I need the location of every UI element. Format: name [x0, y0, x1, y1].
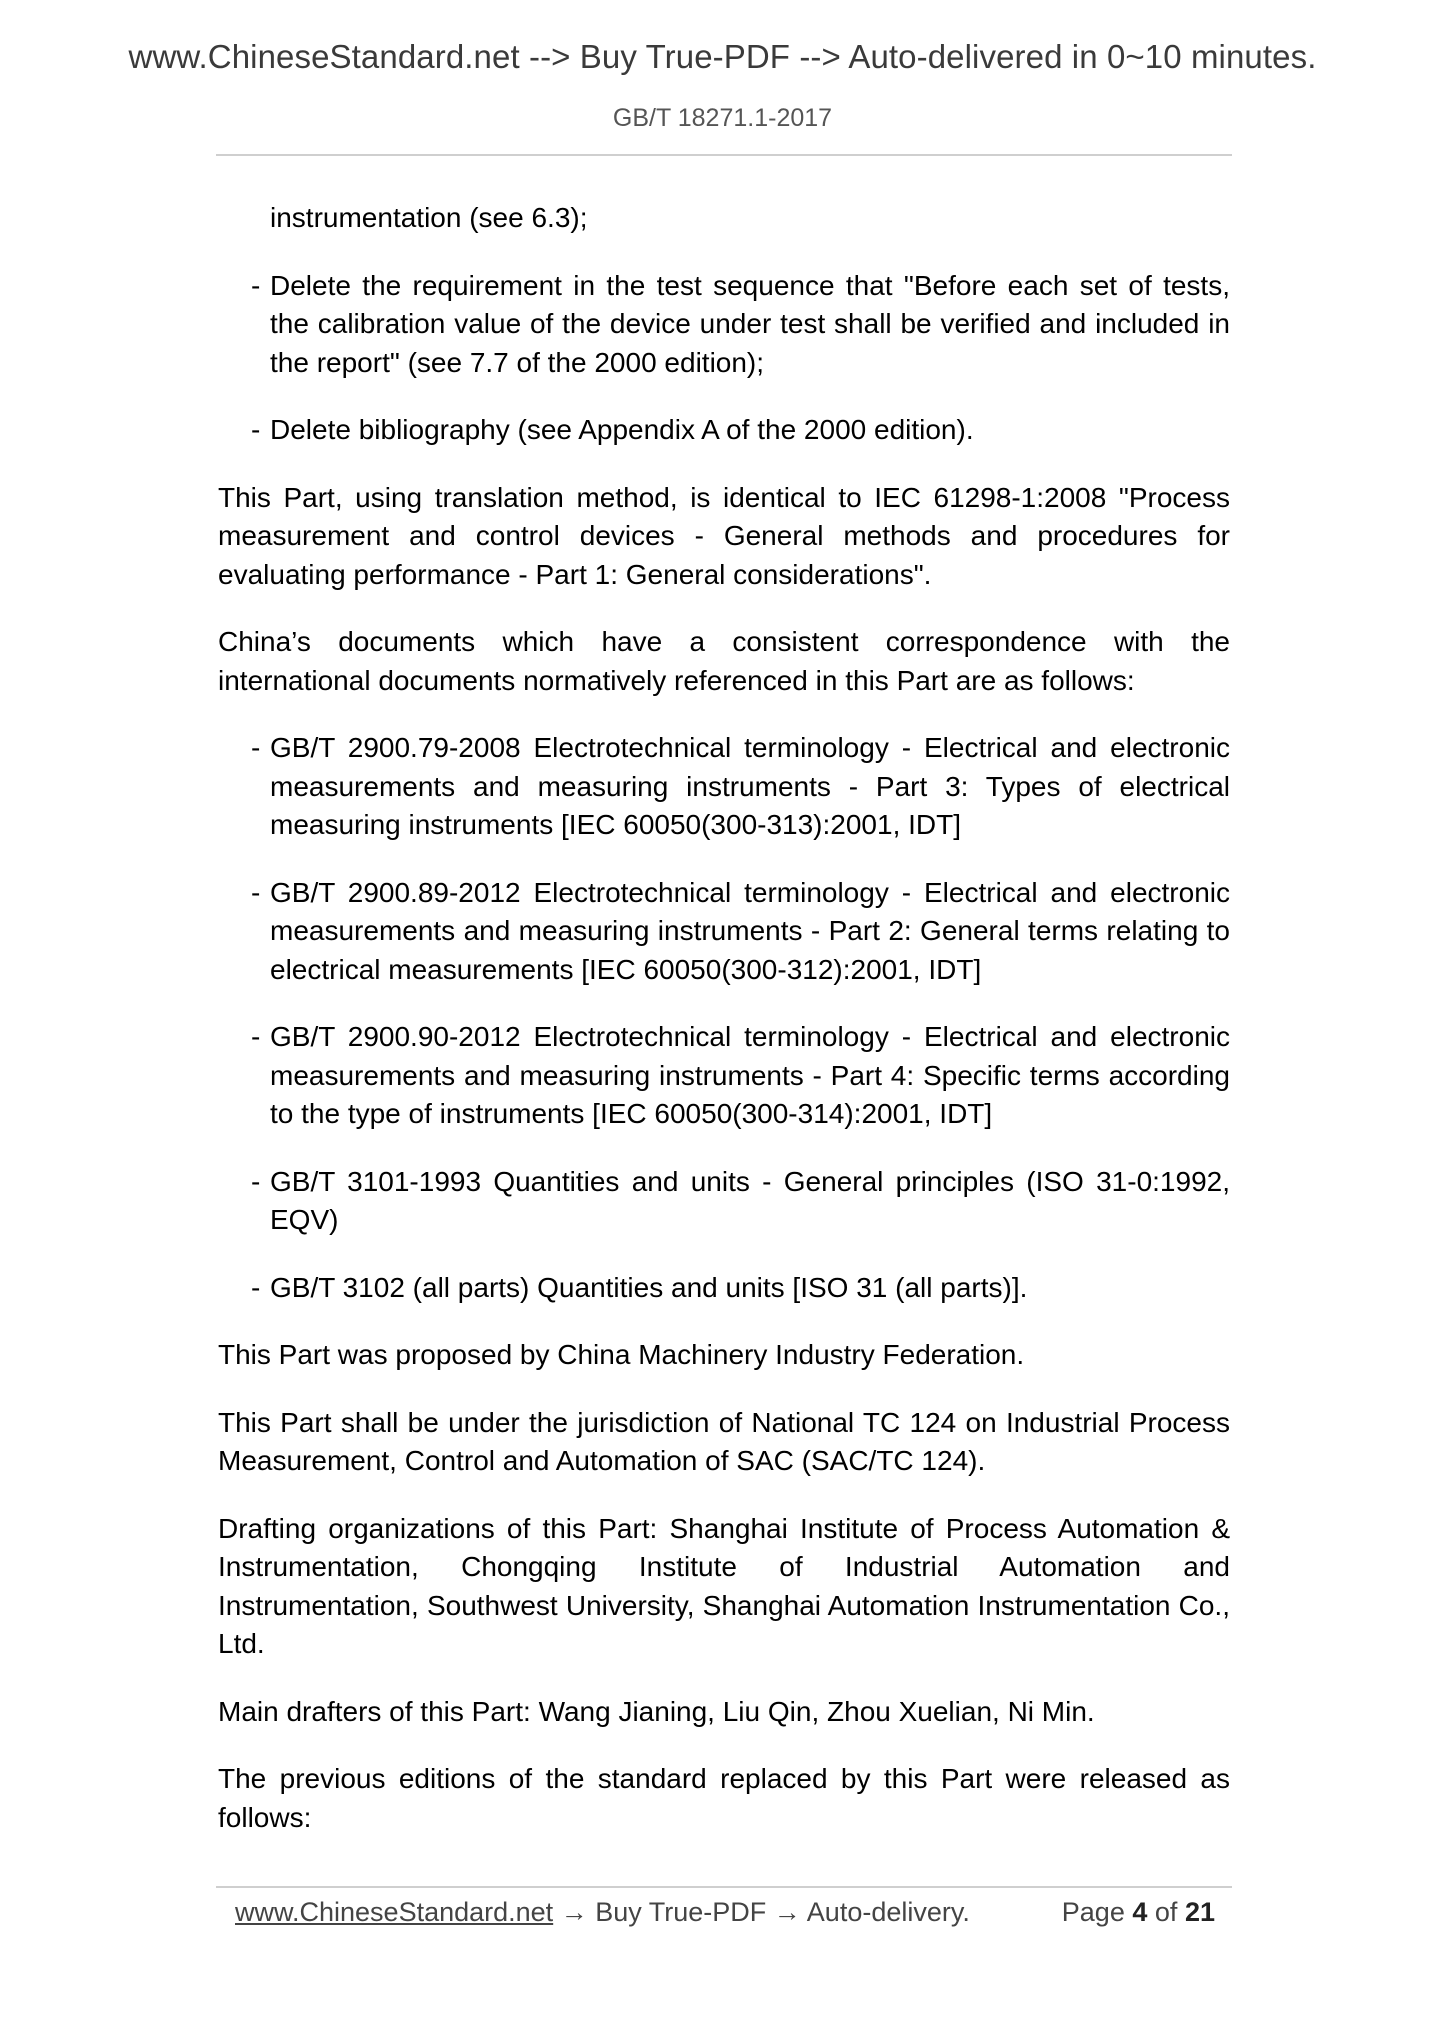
paragraph-main-drafters: Main drafters of this Part: Wang Jianing, Liu Qin, Zhou Xuelian, Ni Min.	[218, 1695, 1095, 1727]
reference-item	[218, 1269, 1230, 1308]
page-footer	[235, 1897, 1215, 1937]
page-indicator	[1062, 1897, 1215, 1928]
footer-divider	[216, 1886, 1232, 1888]
page-label: Page	[1061, 1897, 1125, 1927]
list-dash: -	[251, 1165, 261, 1197]
paragraph-drafting-organizations: Drafting organizations of this Part: Shanghai Institute of Process Automation & Instrumentation, Chongqing Institute of Industrial Automation and Instrumentation, Southwest University, Shanghai Automation Instrumentation Co., Ltd.	[218, 1512, 1230, 1659]
reference-text: GB/T 3101-1993 Quantities and units - General principles (ISO 31-0:1992, EQV)	[270, 1165, 1230, 1235]
reference-item	[218, 874, 1230, 990]
paragraph-identical-standard: This Part, using translation method, is identical to IEC 61298-1:2008 "Process measurement and control devices - General methods and procedures for evaluating performance - Part 1: General considerations".	[218, 481, 1230, 590]
footer-delivery-text: Auto-delivery.	[806, 1897, 970, 1927]
list-dash: -	[251, 414, 261, 445]
reference-text: GB/T 2900.79-2008 Electrotechnical terminology - Electrical and electronic measurements and measuring instruments - Part 3: Types of electrical measuring instruments [IEC 60050(300-313):2001, IDT]	[270, 732, 1230, 840]
footer-arrow-icon: →	[560, 1897, 588, 1927]
paragraph-previous-editions: The previous editions of the standard replaced by this Part were released as follows:	[218, 1763, 1230, 1833]
reference-text: GB/T 2900.90-2012 Electrotechnical terminology - Electrical and electronic measurements and measuring instruments - Part 4: Specific terms according to the type of instruments [IEC 60050(300-314):2001, IDT]	[270, 1021, 1230, 1129]
header-divider	[216, 154, 1232, 156]
paragraph-proposed-by: This Part was proposed by China Machinery Industry Federation.	[218, 1339, 1025, 1370]
total-pages: 21	[1184, 1897, 1215, 1927]
document-id: GB/T 18271.1-2017	[612, 104, 833, 132]
list-dash: -	[251, 269, 261, 301]
list-item	[218, 411, 1230, 450]
top-banner[interactable]: www.ChineseStandard.net --> Buy True-PDF --> Auto-delivered in 0~10 minutes.	[128, 38, 1317, 75]
continued-list-text: instrumentation (see 6.3);	[270, 202, 588, 233]
list-dash: -	[251, 876, 261, 908]
list-item-text: Delete bibliography (see Appendix A of the 2000 edition).	[270, 414, 974, 445]
footer-site-link[interactable]: www.ChineseStandard.net	[235, 1897, 554, 1927]
list-dash: -	[251, 1021, 261, 1052]
reference-item	[218, 729, 1230, 845]
of-label: of	[1154, 1897, 1178, 1927]
paragraph-jurisdiction: This Part shall be under the jurisdiction of National TC 124 on Industrial Process Measurement, Control and Automation of SAC (SAC/TC 124).	[218, 1406, 1230, 1476]
reference-text: GB/T 2900.89-2012 Electrotechnical terminology - Electrical and electronic measurements and measuring instruments - Part 2: General terms relating to electrical measurements [IEC 60050(300-312):2001, IDT]	[270, 876, 1230, 985]
footer-buy-text: Buy True-PDF	[595, 1897, 767, 1927]
paragraph-china-documents: China’s documents which have a consistent correspondence with the international documents normatively referenced in this Part are as follows:	[218, 626, 1230, 696]
page-number: 4	[1132, 1897, 1148, 1927]
list-dash: -	[251, 732, 261, 763]
reference-item	[218, 1018, 1230, 1134]
reference-text: GB/T 3102 (all parts) Quantities and units [ISO 31 (all parts)].	[270, 1271, 1028, 1303]
list-item-text: Delete the requirement in the test sequence that "Before each set of tests, the calibration value of the device under test shall be verified and included in the report" (see 7.7 of the 2000 edition);	[270, 269, 1230, 378]
document-body	[218, 199, 1230, 1866]
footer-arrow-icon: →	[773, 1897, 801, 1927]
list-dash: -	[251, 1271, 261, 1303]
list-item	[218, 267, 1230, 383]
reference-item	[218, 1163, 1230, 1240]
